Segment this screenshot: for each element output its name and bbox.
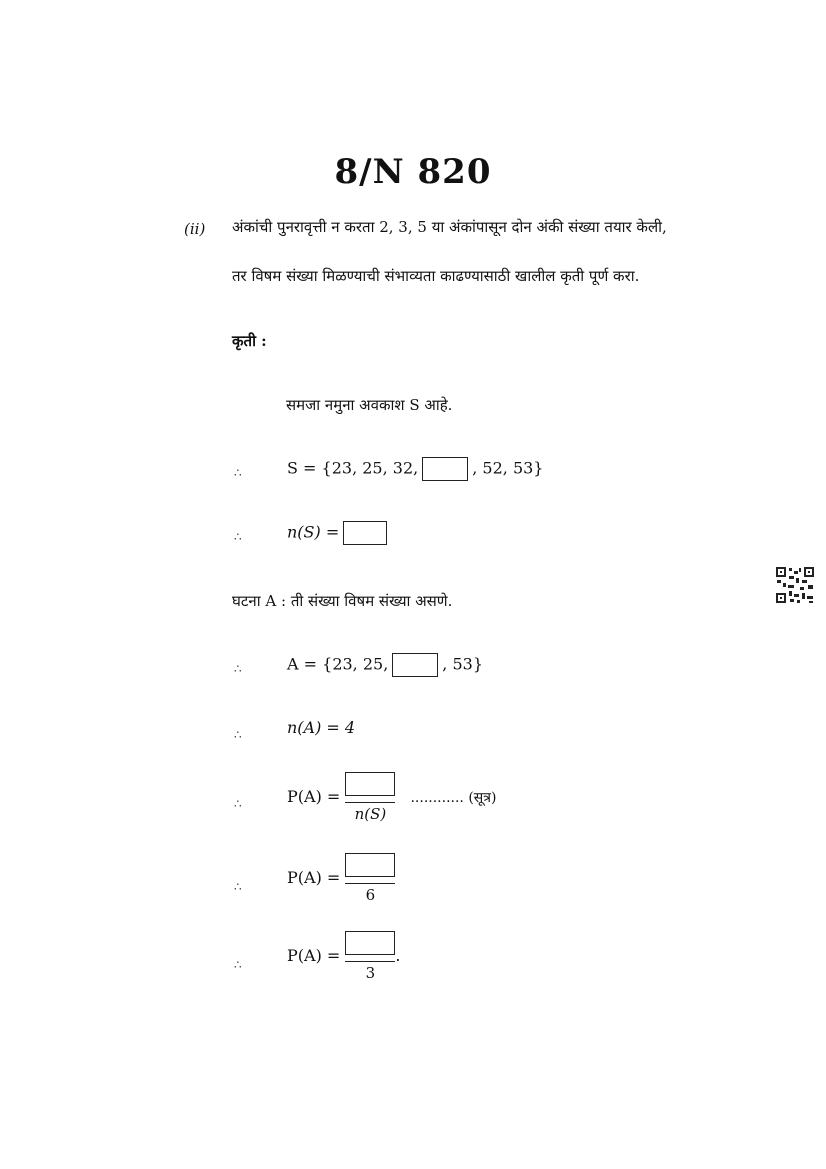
na-equation: n(A) = 4 bbox=[287, 718, 356, 737]
pa-lhs: P(A) = bbox=[287, 787, 341, 806]
fraction-denominator: n(S) bbox=[354, 805, 387, 823]
therefore-symbol: ∴ bbox=[234, 728, 242, 742]
pa-step-2 bbox=[287, 853, 395, 904]
set-s-prefix: S = {23, 25, 32, bbox=[287, 458, 419, 478]
formula-note: ............ (सूत्र) bbox=[410, 790, 497, 806]
fraction-denominator: 3 bbox=[365, 964, 376, 982]
therefore-symbol: ∴ bbox=[234, 797, 242, 811]
question-line-1: अंकांची पुनरावृत्ती न करता 2, 3, 5 या अंकांपासून दोन अंकी संख्या तयार केली, bbox=[232, 218, 667, 236]
ns-equation bbox=[287, 521, 391, 545]
answer-box-pa-numerator-3[interactable] bbox=[345, 931, 395, 955]
fraction bbox=[345, 853, 395, 904]
therefore-symbol: ∴ bbox=[234, 530, 242, 544]
fraction-denominator: 6 bbox=[365, 886, 376, 904]
therefore-symbol: ∴ bbox=[234, 958, 242, 972]
therefore-symbol: ∴ bbox=[234, 880, 242, 894]
therefore-symbol: ∴ bbox=[234, 466, 242, 480]
pa-step-3 bbox=[287, 931, 400, 982]
answer-box-ns[interactable] bbox=[343, 521, 387, 545]
pa-lhs: P(A) = bbox=[287, 868, 341, 887]
qr-code-icon bbox=[775, 566, 815, 604]
sample-space-statement: समजा नमुना अवकाश S आहे. bbox=[286, 396, 453, 414]
therefore-symbol: ∴ bbox=[234, 662, 242, 676]
fraction bbox=[345, 772, 395, 823]
page-code: 8/N 820 bbox=[334, 152, 492, 192]
answer-box-s-element[interactable] bbox=[422, 457, 468, 481]
answer-box-pa-numerator-1[interactable] bbox=[345, 772, 395, 796]
pa-lhs: P(A) = bbox=[287, 946, 341, 965]
answer-box-pa-numerator-2[interactable] bbox=[345, 853, 395, 877]
ns-lhs: n(S) = bbox=[287, 522, 340, 542]
set-a-suffix: , 53} bbox=[442, 654, 484, 674]
question-line-2: तर विषम संख्या मिळण्याची संभाव्यता काढण्यासाठी खालील कृती पूर्ण करा. bbox=[232, 267, 640, 285]
period: . bbox=[395, 946, 401, 965]
fraction bbox=[345, 931, 395, 982]
question-number: (ii) bbox=[184, 220, 206, 238]
event-a-definition: घटना A : ती संख्या विषम संख्या असणे. bbox=[232, 592, 453, 610]
pa-formula bbox=[287, 772, 496, 823]
activity-label: कृती : bbox=[232, 332, 267, 350]
event-a-set bbox=[287, 653, 483, 677]
sample-space-set bbox=[287, 457, 543, 481]
set-a-prefix: A = {23, 25, bbox=[287, 654, 389, 674]
answer-box-a-element[interactable] bbox=[392, 653, 438, 677]
set-s-suffix: , 52, 53} bbox=[472, 458, 544, 478]
